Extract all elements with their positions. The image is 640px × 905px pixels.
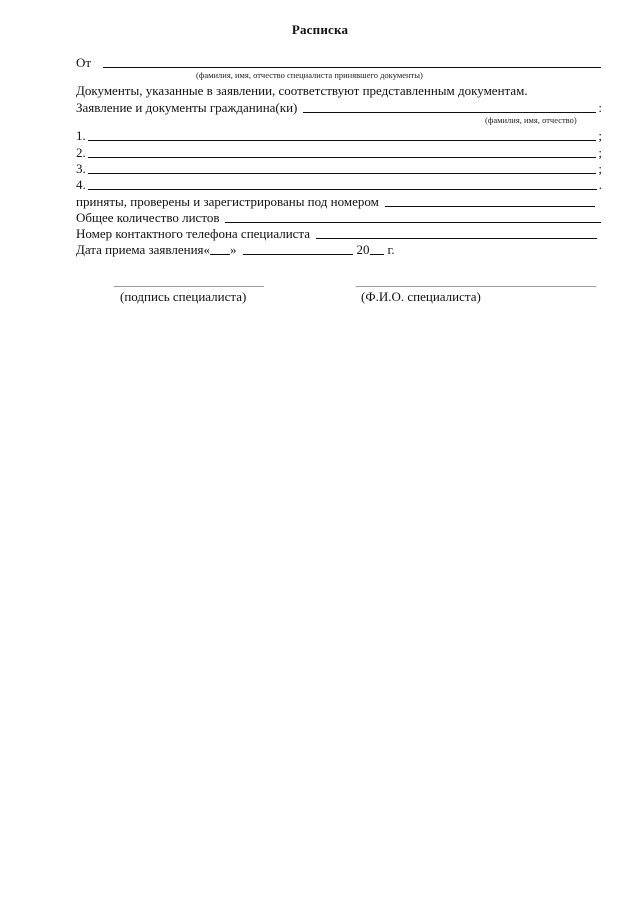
- date-row: [76, 242, 395, 257]
- phone-row: [76, 226, 598, 241]
- registered-row: [76, 194, 596, 209]
- from-row: [76, 55, 602, 70]
- item-blank[interactable]: [88, 129, 597, 141]
- specialist-name-label: (Ф.И.О. специалиста): [361, 289, 481, 304]
- item-number: 3.: [76, 161, 86, 176]
- item-number: 2.: [76, 145, 86, 160]
- citizen-label: Заявление и документы гражданина(ки): [76, 100, 298, 115]
- from-label: От: [76, 55, 92, 70]
- signature-line[interactable]: [114, 286, 264, 287]
- registered-label: приняты, проверены и зарегистрированы под номером: [76, 194, 379, 209]
- specialist-name-line[interactable]: [356, 286, 596, 287]
- phone-label: Номер контактного телефона специалиста: [76, 226, 311, 241]
- date-quote-close: »: [230, 242, 237, 257]
- sheets-count-blank[interactable]: [225, 211, 601, 223]
- sheets-row: [76, 210, 602, 225]
- phone-blank[interactable]: [316, 227, 597, 239]
- item-blank[interactable]: [88, 146, 597, 158]
- from-hint: (фамилия, имя, отчество специалиста принявшего документы): [196, 70, 423, 80]
- item-end: ;: [598, 161, 602, 176]
- item-row-2: [76, 145, 602, 160]
- item-end: ;: [598, 128, 602, 143]
- item-row-1: [76, 128, 602, 143]
- registration-number-blank[interactable]: [385, 195, 595, 207]
- date-month-blank[interactable]: [243, 243, 353, 255]
- date-label: Дата приема заявления«: [76, 242, 211, 257]
- date-year-blank[interactable]: [370, 243, 384, 255]
- item-row-3: [76, 161, 602, 176]
- item-end: .: [598, 177, 602, 192]
- item-number: 4.: [76, 177, 86, 192]
- date-day-blank[interactable]: [210, 243, 230, 255]
- citizen-end: :: [598, 100, 602, 115]
- item-number: 1.: [76, 128, 86, 143]
- item-blank[interactable]: [88, 178, 597, 190]
- citizen-row: [76, 100, 602, 115]
- statement-text: Документы, указанные в заявлении, соответствуют представленным документам.: [76, 83, 528, 98]
- sheets-label: Общее количество листов: [76, 210, 220, 225]
- signature-label: (подпись специалиста): [120, 289, 247, 304]
- item-end: ;: [598, 145, 602, 160]
- date-year-suffix: г.: [387, 242, 395, 257]
- item-blank[interactable]: [88, 162, 597, 174]
- date-year-prefix: 20: [356, 242, 370, 257]
- from-blank[interactable]: [103, 56, 601, 68]
- citizen-blank[interactable]: [303, 101, 596, 113]
- citizen-hint: (фамилия, имя, отчество): [485, 115, 577, 125]
- statement-row: [76, 83, 602, 98]
- document-title: Расписка: [291, 22, 349, 37]
- item-row-4: [76, 177, 602, 192]
